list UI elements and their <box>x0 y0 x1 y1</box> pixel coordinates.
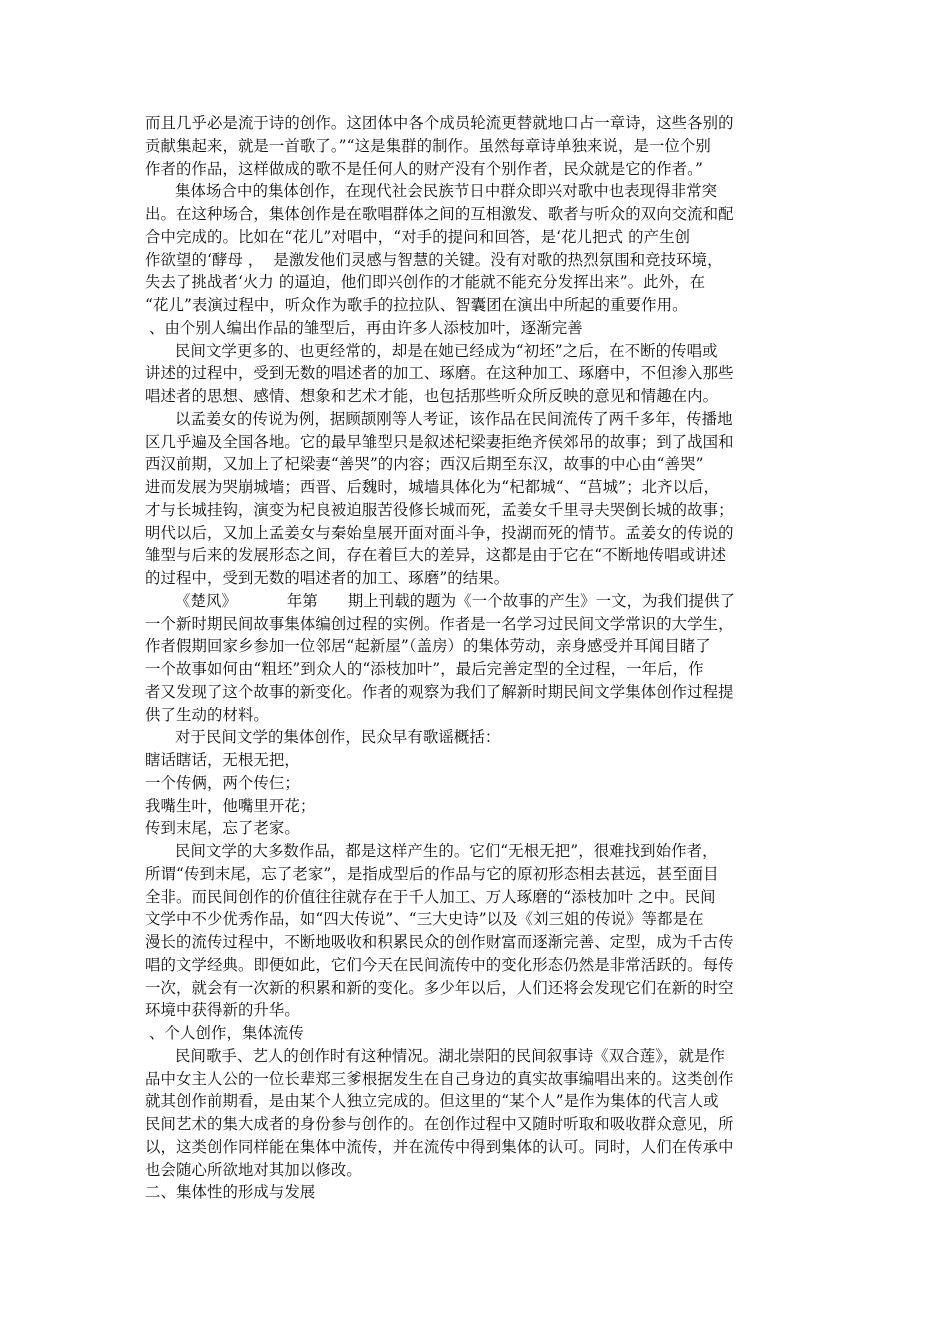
text-line: 、个人创作，集体流传 <box>149 1024 304 1042</box>
text-line: 唱述者的思想、感情、想象和艺术才能，也包括那些听众所反映的意见和情趣在内。 <box>145 387 719 405</box>
text-line: 品中女主人公的一位长辈郑三爹根据发生在自己身边的真实故事编唱出来的。这类创作 <box>145 1069 734 1088</box>
text-line: 就其创作前期看，是由某个人独立完成的。但这里的“某个人”是作为集体的代言人或 <box>145 1092 719 1111</box>
paragraph-ballad-intro <box>145 726 810 749</box>
text-line: 才与长城挂钩，演变为杞良被迫服苦役修长城而死，孟姜女千里寻夫哭倒长城的故事； <box>145 500 734 519</box>
text-line: 明代以后，又加上孟姜女与秦始皇展开面对面斗争，投湖而死的情节。孟姜女的传说的 <box>145 523 734 542</box>
section-heading-individual-prototype <box>145 317 810 340</box>
paragraph-collective-occasion <box>145 180 810 317</box>
text-line: 民间文学更多的、也更经常的，却是在她已经成为“初坯”之后，在不断的传唱或 <box>175 341 718 360</box>
text-line: 贡献集起来，就是一首歌了。”“这是集群的制作。虽然每章诗单独来说，是一位个别 <box>145 136 711 155</box>
paragraph-chufeng <box>145 590 810 727</box>
text-line: 民间歌手、艺人的创作时有这种情况。湖北崇阳的民间叙事诗《双合莲》，就是作 <box>175 1046 725 1065</box>
text-line: 作者假期回家乡参加一位邻居“起新屋”（盖房）的集体劳动，亲身感受并耳闻目睹了 <box>145 637 711 656</box>
text-line: 失去了挑战者‘火力 的逼迫，他们即兴创作的才能就不能充分发挥出来”。此外，在 <box>145 273 706 292</box>
text-line: 供了生动的材料。 <box>145 705 269 724</box>
text-line: “花儿”表演过程中，听众作为歌手的拉拉队、智囊团在演出中所起的重要作用。 <box>145 296 688 314</box>
paragraph-continuation <box>145 112 810 180</box>
text-line: 的过程中，受到无数的唱述者的加工、琢磨”的结果。 <box>145 569 510 587</box>
text-line: 作者的作品，这样做成的歌不是任何人的财产没有个别作者，民众就是它的作者。” <box>145 159 703 178</box>
text-line: 民间文学的大多数作品，都是这样产生的。它们“无根无把”，很难找到始作者， <box>175 842 718 860</box>
text-line: 也会随心所欲地对其加以修改。 <box>145 1160 362 1179</box>
text-line: 出。在这种场合，集体创作是在歌唱群体之间的互相激发、歌者与听众的双向交流和配 <box>145 205 734 223</box>
text-line: 作欲望的‘酵母 ， 是激发他们灵感与智慧的关键。没有对歌的热烈氛围和竞技环境， <box>145 250 723 269</box>
text-line: 、由个别人编出作品的雏型后，再由许多人添枝加叶，逐渐完善 <box>149 318 583 337</box>
text-line: 对于民间文学的集体创作，民众早有歌谣概括： <box>175 728 501 747</box>
text-line: 环境中获得新的升华。 <box>145 1001 300 1020</box>
text-line: 唱的文学经典。即便如此，它们今天在民间流传中的变化形态仍然是非常活跃的。每传 <box>145 955 734 974</box>
text-line: 一次，就会有一次新的积累和新的变化。多少年以后，人们还将会发现它们在新的时空 <box>145 978 734 997</box>
text-line: 二、集体性的形成与发展 <box>145 1183 316 1202</box>
text-line: 以，这类创作同样能在集体中流传，并在流传中得到集体的认可。同时，人们在传承中 <box>145 1137 734 1156</box>
text-line: 雏型与后来的发展形态之间，存在着巨大的差异，这都是由于它在“不断地传唱或讲述 <box>145 546 727 565</box>
text-line: 漫长的流传过程中，不断地吸收和积累民众的创作财富而逐渐完善、定型，成为千古传 <box>145 933 734 951</box>
paragraph-folk-singers <box>145 1045 810 1182</box>
text-line: 民间艺术的集大成者的身份参与创作的。在创作过程中又随时听取和吸收群众意见，所 <box>145 1115 734 1133</box>
verse-line: 一个传俩，两个传仨； <box>145 773 300 792</box>
text-line: 区几乎遍及全国各地。它的最早雏型只是叙述杞梁妻拒绝齐侯郊吊的故事；到了战国和 <box>145 432 734 451</box>
text-line: 西汉前期，又加上了杞梁妻“善哭”的内容；西汉后期至东汉，故事的中心由“善哭” <box>145 455 704 474</box>
document-page <box>145 112 810 1204</box>
section-heading-formation <box>145 1181 810 1204</box>
text-line: 者又发现了这个故事的新变化。作者的观察为我们了解新时期民间文学集体创作过程提 <box>145 682 734 701</box>
paragraph-first-draft <box>145 340 810 408</box>
text-line: 所谓“传到末尾，忘了老家”，是指成型后的作品与它的原初形态相去甚远，甚至面目 <box>145 864 719 883</box>
text-line: 《楚风》 年第 期上刊载的题为《一个故事的产生》一文，为我们提供了 <box>175 591 736 610</box>
verse-line: 传到末尾，忘了老家。 <box>145 819 300 838</box>
text-line: 全非。而民间创作的价值往往就存在于千人加工、万人琢磨的“添枝加叶 之中。民间 <box>145 887 716 906</box>
text-line: 集体场合中的集体创作，在现代社会民族节日中群众即兴对歌中也表现得非常突 <box>175 182 718 201</box>
text-line: 文学中不少优秀作品，如“四大传说”、“三大史诗”以及《刘三姐的传说》等都是在 <box>145 910 704 929</box>
text-line: 讲述的过程中，受到无数的唱述者的加工、琢磨。在这种加工、琢磨中，不但渗入那些 <box>145 364 734 383</box>
ballad-verse <box>145 749 810 840</box>
paragraph-meng-jiangnu <box>145 408 810 590</box>
verse-line: 瞎话瞎话，无根无把， <box>145 751 300 769</box>
text-line: 一个新时期民间故事集体编创过程的实例。作者是一名学习过民间文学常识的大学生， <box>145 614 734 633</box>
verse-line: 我嘴生叶，他嘴里开花； <box>145 796 316 815</box>
text-line: 合中完成的。比如在“花儿”对唱中，“对手的提问和回答，是‘花儿把式 的产生创 <box>145 227 691 246</box>
text-line: 而且几乎必是流于诗的创作。这团体中各个成员轮流更替就地口占一章诗，这些各别的 <box>145 114 734 132</box>
section-heading-individual-creation <box>145 1022 810 1045</box>
text-line: 一个故事如何由“粗坯”到众人的“添枝加叶”，最后完善定型的全过程，一年后，作 <box>145 660 704 678</box>
text-line: 进而发展为哭崩城墙；西晋、后魏时，城墙具体化为“杞都城“、“莒城”；北齐以后， <box>145 478 720 496</box>
text-line: 以孟姜女的传说为例，据顾颉刚等人考证，该作品在民间流传了两千多年，传播地 <box>175 409 733 428</box>
paragraph-most-works <box>145 840 810 1022</box>
